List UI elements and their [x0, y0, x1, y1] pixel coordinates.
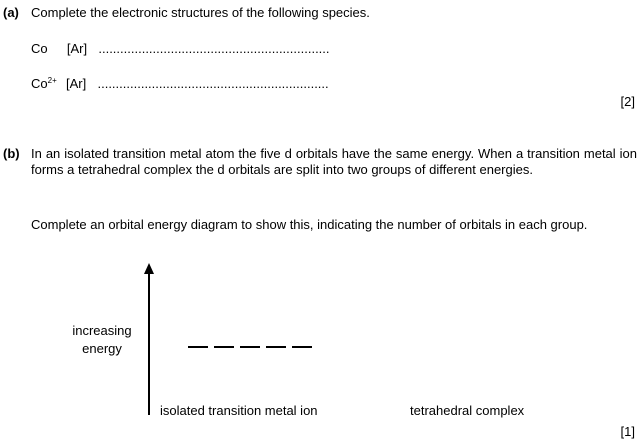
co-species: Co [31, 41, 48, 56]
x-label-tetrahedral: tetrahedral complex [410, 403, 525, 418]
part-b-paragraph-2: Complete an orbital energy diagram to show this, indicating the number of orbitals in each group. [31, 217, 588, 232]
co-core: [Ar] [66, 41, 88, 56]
orbital-level-1 [188, 346, 208, 348]
co2-row [31, 76, 329, 91]
co-row [31, 41, 330, 56]
y-axis-label [63, 322, 141, 358]
part-a-question: Complete the electronic structures of the following species. [31, 5, 370, 20]
co2-charge: 2+ [47, 76, 57, 85]
co2-species: $Co^{2+}$ [31, 76, 57, 91]
part-a-marks: [2] [620, 94, 635, 109]
part-b-label: (b) [3, 146, 20, 161]
y-axis-label-line-2: energy [82, 341, 122, 356]
co2-answer-blank[interactable]: ................................................................ [97, 76, 329, 91]
co2-core: [Ar] [66, 76, 87, 91]
orbital-level-4 [266, 346, 286, 348]
part-a-label: (a) [3, 5, 19, 20]
part-b-marks: [1] [620, 424, 635, 439]
energy-axis [148, 272, 150, 415]
co-answer-blank[interactable]: ................................................................ [98, 41, 330, 56]
orbital-level-2 [214, 346, 234, 348]
x-label-isolated: isolated transition metal ion [160, 403, 318, 418]
y-axis-label-line-1: increasing [72, 323, 132, 338]
orbital-level-3 [240, 346, 260, 348]
part-b-paragraph-1: In an isolated transition metal atom the five d orbitals have the same energy. When a transition metal ion forms a tetrahedral complex the d orbitals are split into two groups of different energies. [31, 146, 637, 177]
orbital-level-5 [292, 346, 312, 348]
